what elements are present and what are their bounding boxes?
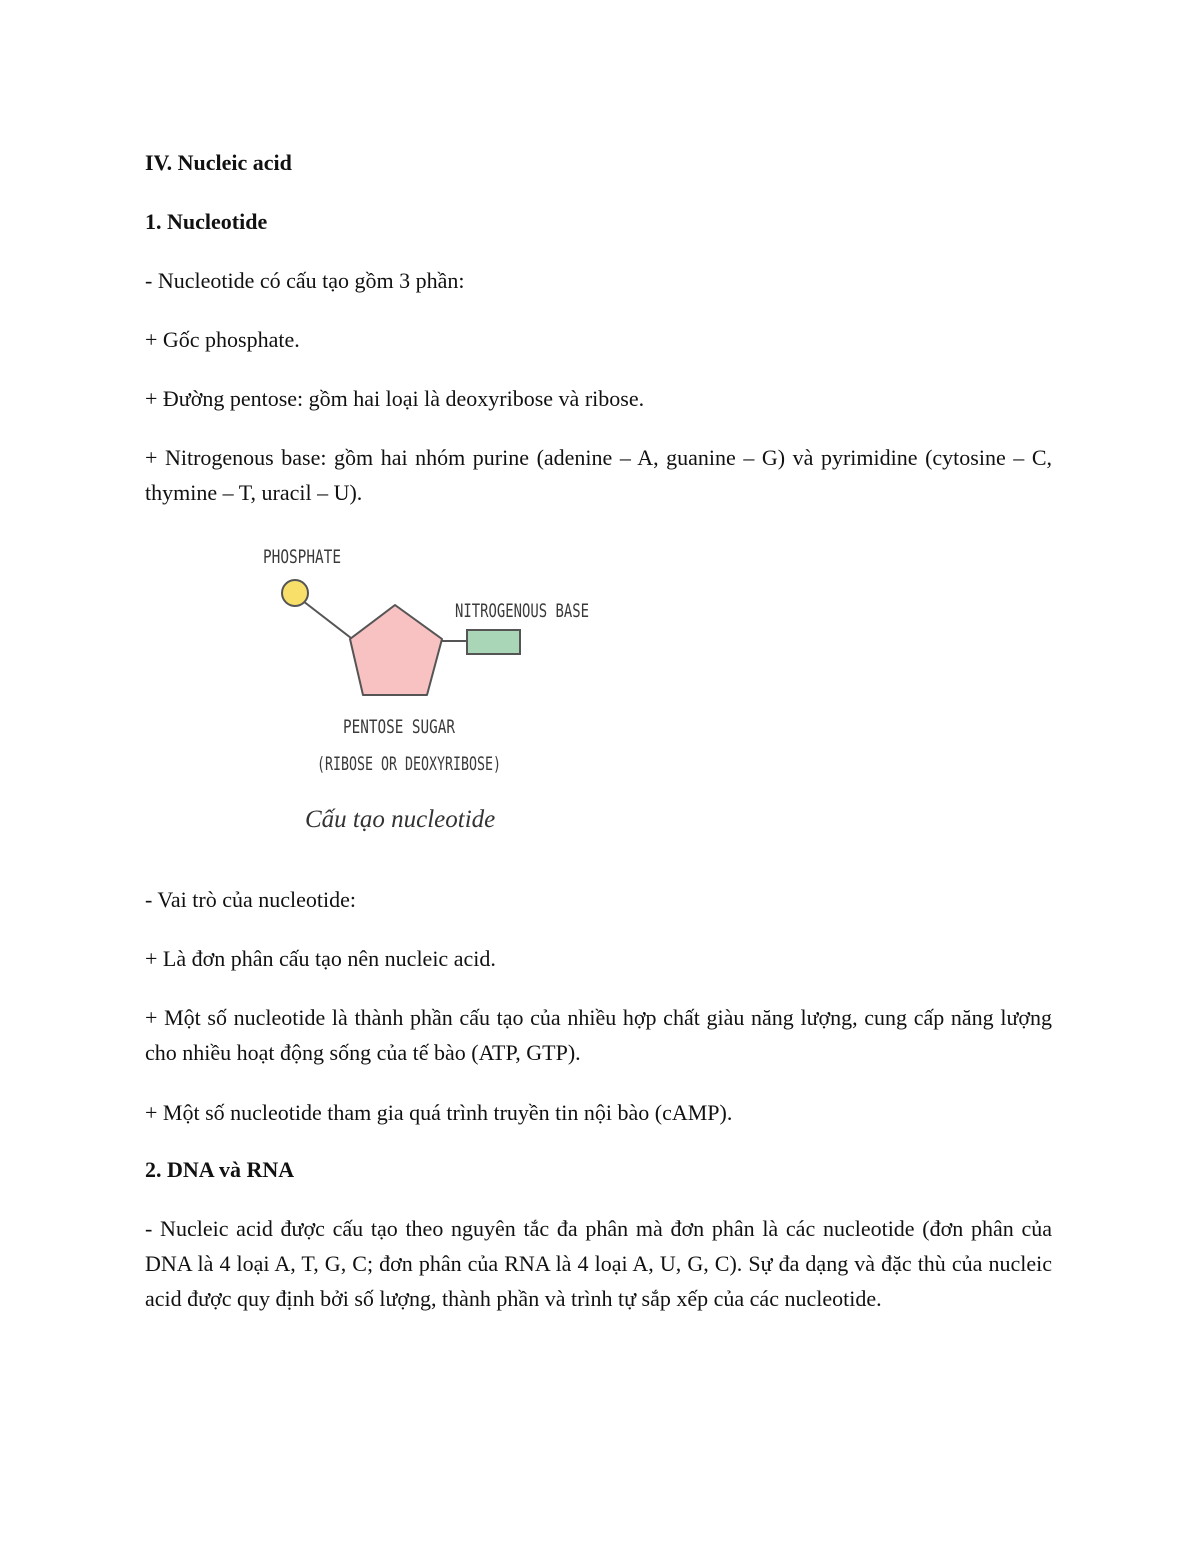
nucleotide-diagram-svg (255, 535, 715, 785)
phosphate-sugar-bond (303, 601, 351, 638)
nucleotide-heading: 1. Nucleotide (145, 209, 268, 234)
role-energy: + Một số nucleotide là thành phần cấu tạo của nhiều hợp chất giàu năng lượng, cung cấp năng lượng cho nhiều hoạt động sống của tế bào (ATP, GTP). (145, 1005, 1052, 1065)
part-pentose: + Đường pentose: gồm hai loại là deoxyribose và ribose. (145, 386, 645, 411)
label-pentose-sugar: PENTOSE SUGAR (343, 716, 456, 738)
nitrogenous-base-rect (467, 630, 520, 654)
structure-intro: - Nucleotide có cấu tạo gồm 3 phần: (145, 268, 465, 293)
section-title: IV. Nucleic acid (145, 150, 292, 175)
part-nitrogenous-base: + Nitrogenous base: gồm hai nhóm purine (adenine – A, guanine – G) và pyrimidine (cytosine – C, thymine – T, uracil – U). (145, 445, 1052, 505)
pentose-sugar-pentagon (350, 605, 442, 695)
dna-rna-heading: 2. DNA và RNA (145, 1157, 295, 1182)
part-phosphate: + Gốc phosphate. (145, 327, 300, 352)
dna-rna-paragraph: - Nucleic acid được cấu tạo theo nguyên tắc đa phân mà đơn phân là các nucleotide (đơn phân của DNA là 4 loại A, T, G, C; đơn phân của RNA là 4 loại A, U, G, C). Sự đa dạng và đặc thù của nucleic acid được quy định bởi số lượng, thành phần và trình tự sắp xếp của các nucleotide. (145, 1216, 1052, 1311)
label-nitrogenous-base: NITROGENOUS BASE (455, 600, 589, 622)
role-intro: - Vai trò của nucleotide: (145, 887, 356, 912)
label-phosphate: PHOSPHATE (263, 546, 341, 568)
role-monomer: + Là đơn phân cấu tạo nên nucleic acid. (145, 946, 496, 971)
role-signaling: + Một số nucleotide tham gia quá trình truyền tin nội bào (cAMP). (145, 1100, 733, 1125)
phosphate-circle (282, 580, 308, 606)
nucleotide-diagram (255, 535, 715, 785)
label-pentose-sugar-sub: (RIBOSE OR DEOXYRIBOSE) (317, 753, 501, 775)
figure-caption: Cấu tạo nucleotide (305, 806, 496, 833)
